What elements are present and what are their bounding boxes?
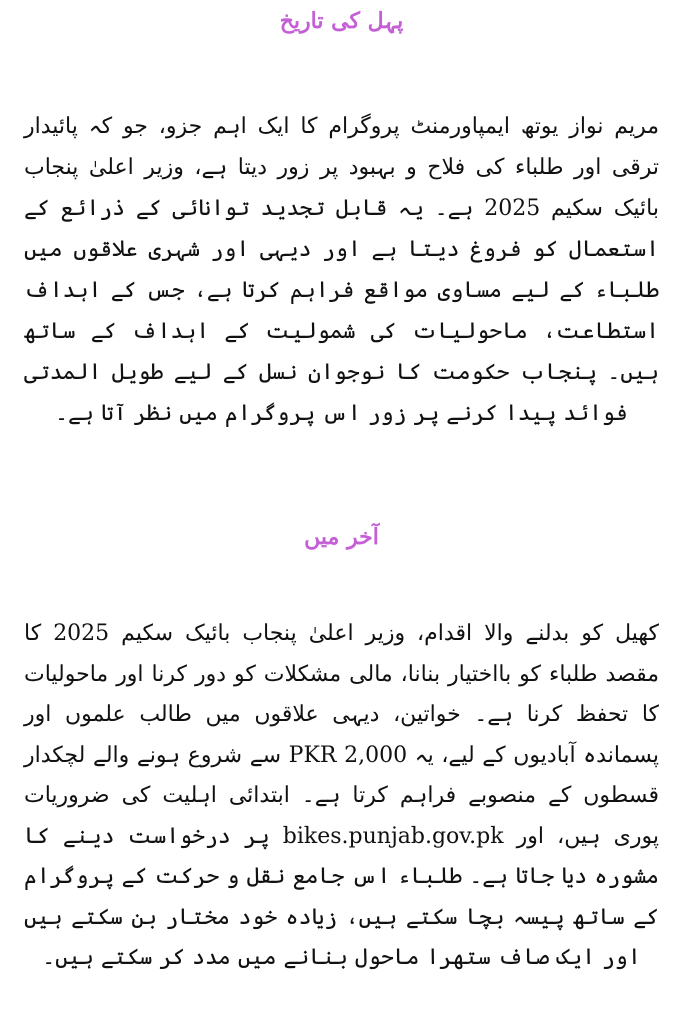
section-history-body-container bbox=[24, 106, 659, 434]
section-paragraph-conclusion: کھیل کو بدلنے والا اقدام، وزیر اعلیٰ پنجاب بائیک سکیم 2025 کا مقصد طلباء کو بااختیار بنانا، مالی مشکلات کو دور کرنا اور ماحولیات کا تحفظ کرنا ہے۔ خواتین، دیہی علاقوں میں طالب علموں اور پسماندہ آبادیوں کے لیے، یہ PKR 2,000 سے شروع ہونے والے لچکدار قسطوں کے منصوبے فراہم کرتا ہے۔ ابتدائی اہلیت کی ضروریات پوری ہیں، اور bikes.punjab.gov.pk پر درخواست دینے کا مشورہ دیا جاتا ہے۔ طلباء اس جامع نقل و حرکت کے پروگرام کے ساتھ پیسہ بچا سکتے ہیں، زیادہ خود مختار بن سکتے ہیں اور ایک صاف ستھرا ماحول بنانے میں مدد کر سکتے ہیں۔ bbox=[24, 621, 659, 970]
section-paragraph-history: مریم نواز یوتھ ایمپاورمنٹ پروگرام کا ایک اہم جزو، جو کہ پائیدار ترقی اور طلباء کی فلاح و بہبود پر زور دیتا ہے، وزیر اعلیٰ پنجاب بائیک سکیم 2025 ہے۔ یہ قابل تجدید توانائی کے ذرائع کے استعمال کو فروغ دیتا ہے اور دیہی اور شہری علاقوں میں طلباء کے لیے مساوی مواقع فراہم کرتا ہے، جس کے اہداف استطاعت، ماحولیات کی شمولیت کے اہداف کے ساتھ ہیں۔ پنجاب حکومت کا نوجوان نسل کے لیے طویل المدتی فوائد پیدا کرنے پر زور اس پروگرام میں نظر آتا ہے۔ bbox=[24, 114, 659, 426]
section-conclusion-body-container bbox=[24, 614, 659, 979]
section-heading-history: پہل کی تاریخ bbox=[279, 8, 404, 34]
section-heading-conclusion: آخر میں bbox=[304, 524, 379, 550]
section-conclusion-heading-container bbox=[24, 522, 659, 552]
section-history-heading-container bbox=[24, 6, 659, 36]
